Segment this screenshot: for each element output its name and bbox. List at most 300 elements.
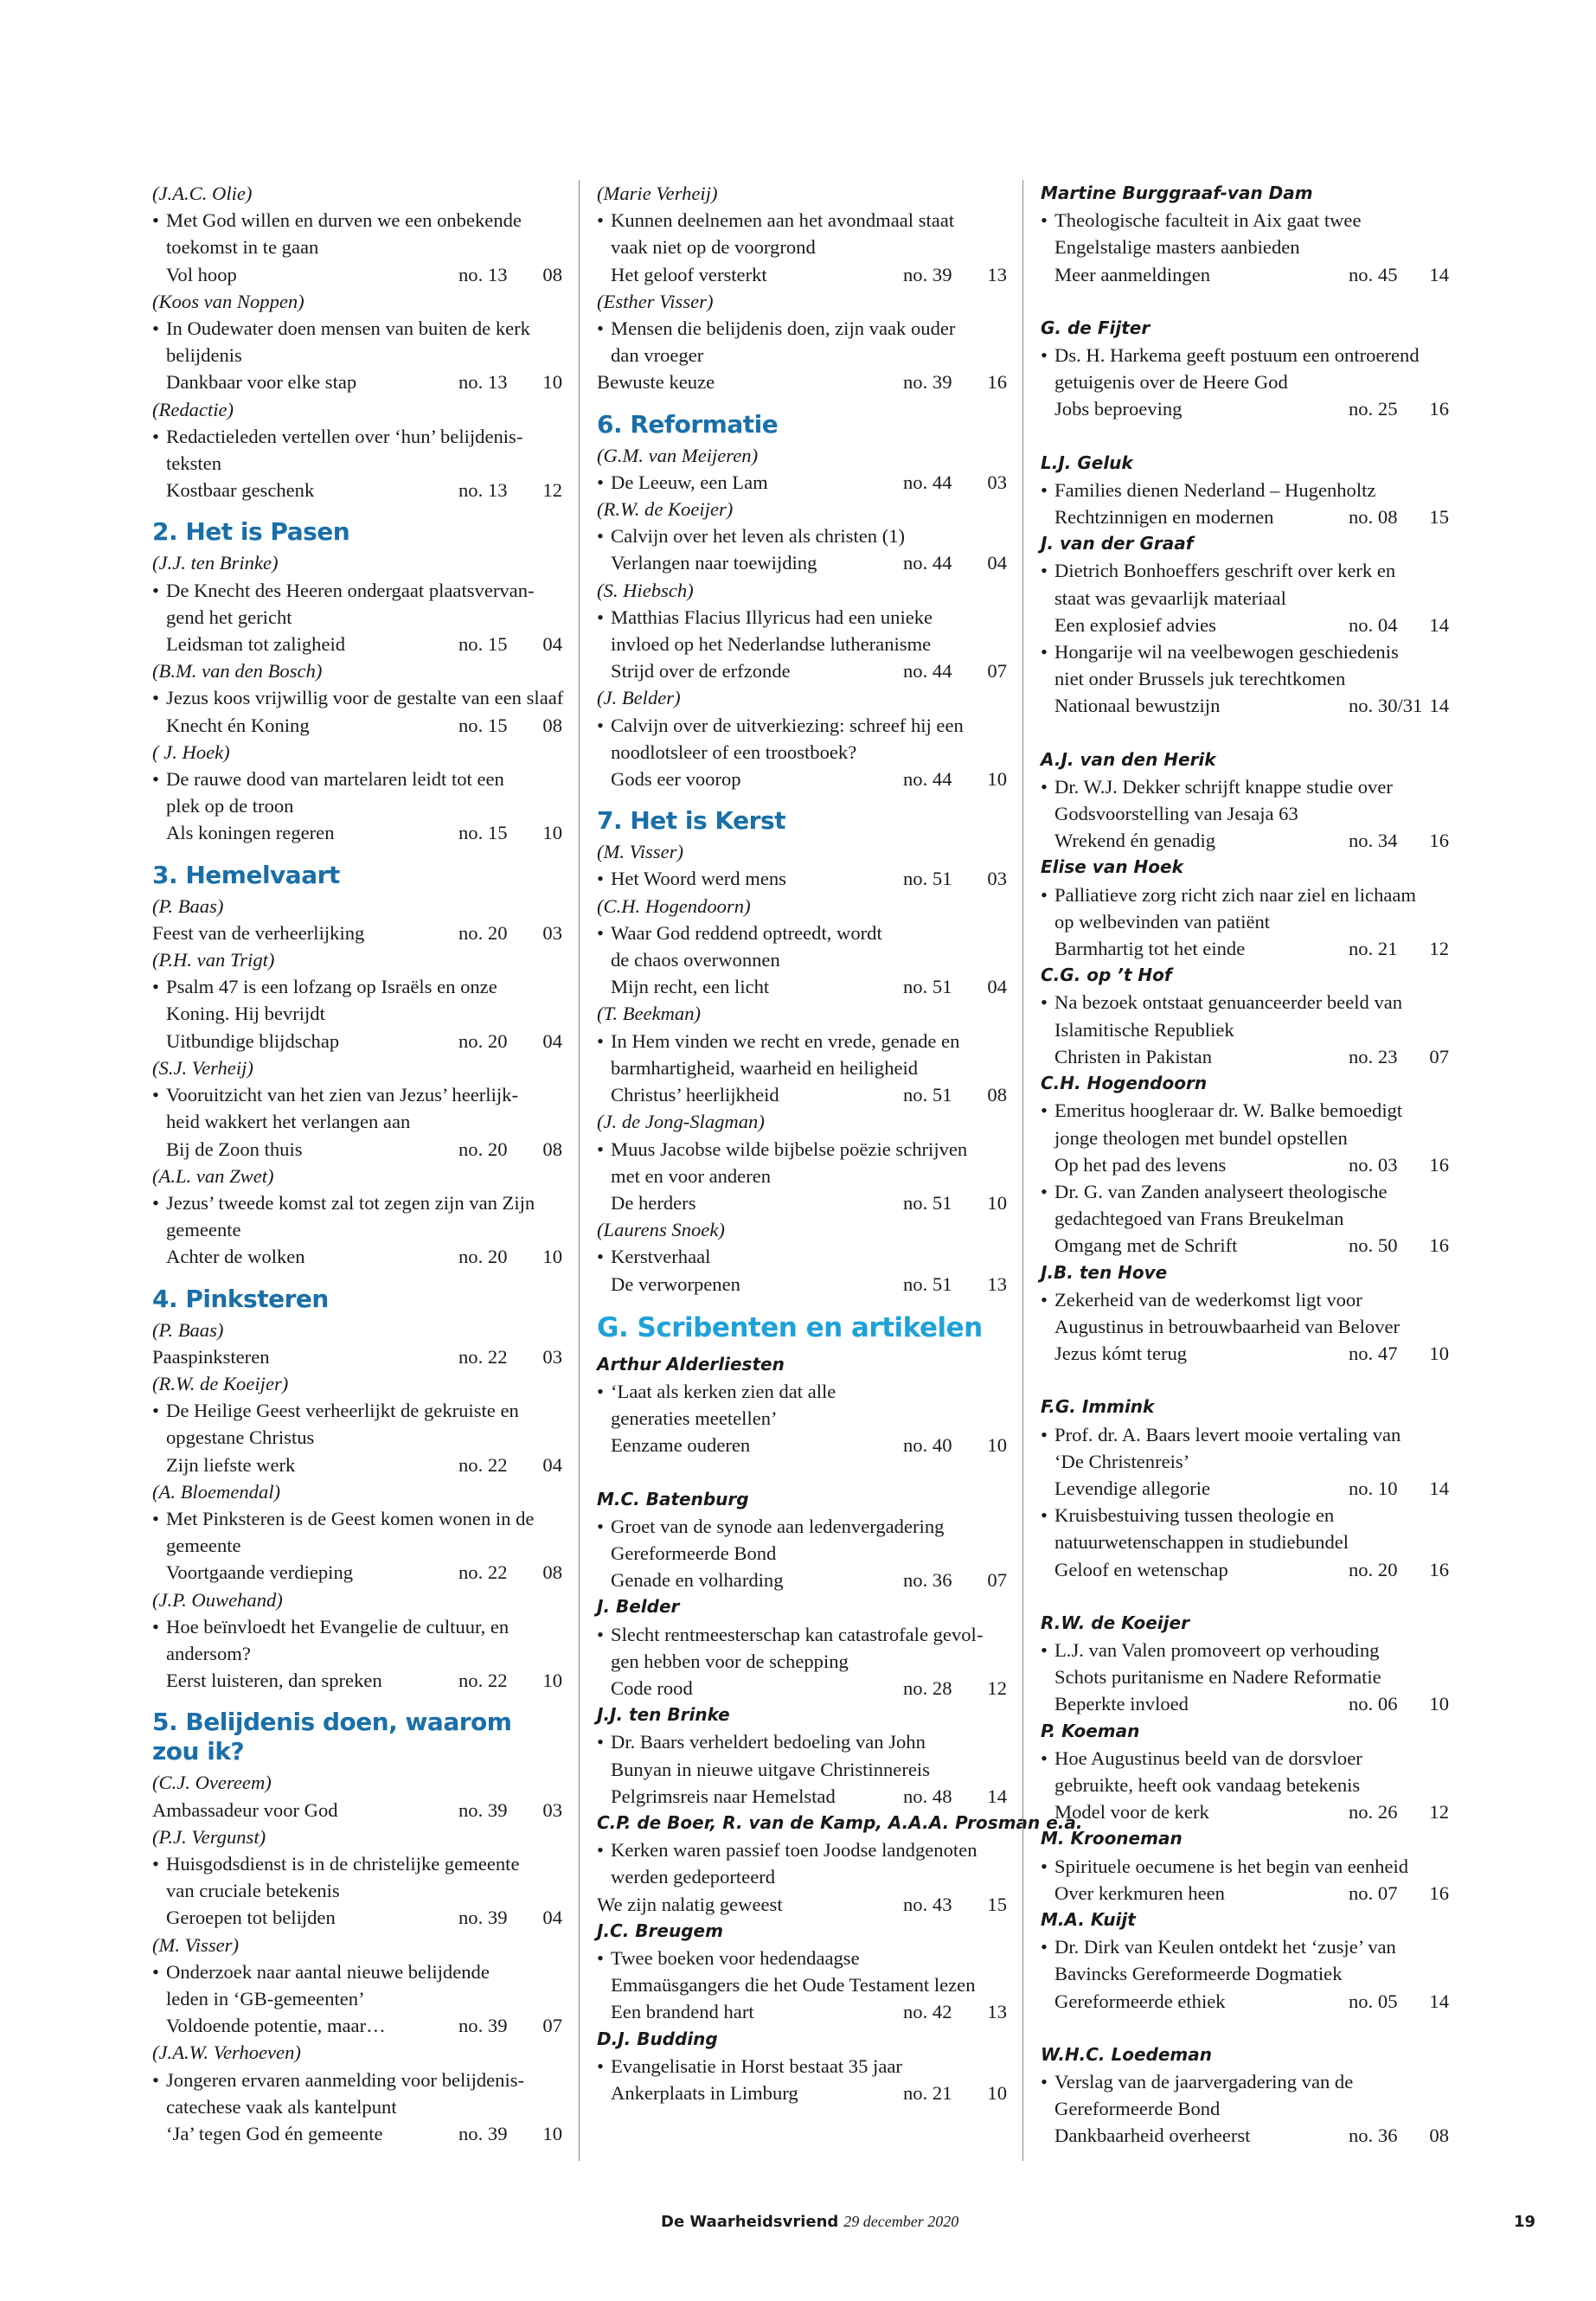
issue-number: no. 22 [458,1561,508,1584]
issue-number: no. 20 [458,1138,508,1160]
page-reference: 08 [1429,2125,1449,2147]
author-name: Martine Burggraaf-van Dam [1041,183,1313,203]
author-name: W.H.C. Loedeman [1041,2043,1212,2065]
author-credit: (P. Baas) [152,1318,224,1341]
author-credit: ( J. Hoek) [152,740,230,763]
author-credit: (Koos van Noppen) [152,290,304,312]
page-reference: 14 [1429,1990,1449,2012]
article-description: • Muus Jacobse wilde bijbelse poëzie schrijven [597,1136,1007,1163]
footer-magazine-name: De Waarheidsvriend [661,2213,839,2231]
page-reference: 14 [1429,263,1449,285]
author-credit: (J. de Jong-Slagman) [597,1111,765,1133]
page-reference: 07 [987,1569,1007,1592]
article-title: Levendige allegorie [1054,1477,1211,1499]
article-description-cont: Islamitische Republiek [1054,1018,1234,1041]
article-description-cont: Engelstalige masters aanbieden [1054,236,1300,259]
issue-number: no. 15 [458,822,508,844]
article-entry [1041,1043,1454,1070]
page-reference: 16 [1429,1881,1449,1904]
article-title: Eenzame ouderen [611,1434,751,1457]
article-title: Strijd over de erfzonde [611,660,791,683]
article-entry [152,1343,562,1370]
spacer [1041,423,1454,450]
author-credit: (A. Bloemendal) [152,1480,281,1503]
article-description: • Evangelisatie in Horst bestaat 35 jaar [597,2053,1007,2080]
issue-number: no. 44 [903,552,952,574]
page-reference: 04 [542,1453,562,1476]
article-title: Voldoende potentie, maar… [166,2015,386,2037]
article-description: • Slecht rentmeesterschap kan catastrofale gevol- [597,1621,1007,1648]
article-title: ‘Ja’ tegen God én gemeente [166,2123,383,2144]
page-reference: 07 [987,660,1007,683]
issue-number: no. 20 [458,1246,508,1268]
page-reference: 16 [987,371,1007,394]
article-title: Barmhartig tot het einde [1054,938,1246,960]
article-description: • Jongeren ervaren aanmelding voor belijdenis- [152,2067,562,2093]
issue-number: no. 25 [1349,398,1398,420]
article-title: Leidsman tot zaligheid [166,633,346,656]
article-description-cont: dan vroeger [611,344,704,367]
issue-number: no. 39 [458,1907,508,1929]
article-description: • Na bezoek ontstaat genuanceerder beeld van [1041,989,1454,1016]
article-description-cont: leden in ‘GB-gemeenten’ [166,1987,365,2009]
article-entry [597,549,1007,576]
spacer [1041,1583,1454,1610]
page-reference: 16 [1429,830,1449,852]
article-title: Rechtzinnigen en modernen [1054,506,1274,529]
article-description-cont: barmhartigheid, waarheid en heiligheid [611,1056,919,1079]
author-credit: (Redactie) [152,398,234,420]
issue-number: no. 22 [458,1453,508,1476]
article-title: Kostbaar geschenk [166,479,315,502]
section-heading: 4. Pinksteren [152,1284,329,1313]
article-title: Genade en volharding [611,1569,784,1592]
article-description-cont: niet onder Brussels juk terechtkomen [1054,668,1346,690]
issue-number: no. 39 [458,1798,508,1821]
article-description: • L.J. van Valen promoveert op verhouding [1041,1637,1454,1663]
page-reference: 13 [987,1272,1007,1295]
article-description-cont: op welbevinden van patiënt [1054,910,1271,933]
article-title: Vol hoop [166,263,237,285]
article-description: • Theologische faculteit in Aix gaat twee [1041,207,1454,234]
author-name: Elise van Hoek [1041,856,1183,878]
article-entry [597,1783,1007,1810]
article-entry [1041,1798,1454,1825]
article-description-cont: werden gedeporteerd [611,1866,776,1888]
page-reference: 10 [542,371,562,394]
article-entry [1041,1556,1454,1583]
article-title: Ambassadeur voor God [152,1798,338,1821]
article-description-cont: gend het gericht [166,606,292,628]
article-description: • Met God willen en durven we een onbekende [152,207,562,234]
article-title: Omgang met de Schrift [1054,1234,1238,1257]
article-entry [1041,1988,1454,2015]
author-name: J. Belder [597,1596,680,1618]
author-credit: (S. Hiebsch) [597,579,694,601]
issue-number: no. 44 [903,471,952,493]
issue-number: no. 21 [903,2082,952,2104]
article-description: • Dr. Dirk van Keulen ontdekt het ‘zusje’ van [1041,1933,1454,1960]
page-reference: 10 [987,2082,1007,2104]
article-entry [152,1559,562,1586]
author-name: G. de Fijter [1041,317,1151,338]
page-reference: 10 [987,1191,1007,1214]
article-title: Bij de Zoon thuis [166,1138,303,1160]
article-description-cont: toekomst in te gaan [166,236,319,259]
article-description-cont: generaties meetellen’ [611,1407,778,1430]
article-description: • Met Pinksteren is de Geest komen wonen in de [152,1505,562,1532]
article-title: Meer aanmeldingen [1054,263,1211,285]
article-description: • Kunnen deelnemen aan het avondmaal staat [597,207,1007,234]
article-description: • Hoe beïnvloedt het Evangelie de cultuur, en [152,1613,562,1640]
article-description-cont: gebruikte, heeft ook vandaag betekenis [1054,1773,1361,1796]
article-description-cont: de chaos overwonnen [611,949,780,971]
article-entry [1041,1880,1454,1907]
page-reference: 12 [987,1676,1007,1699]
issue-number: no. 13 [458,371,508,394]
article-description: • Kerstverhaal [597,1243,1007,1270]
issue-number: no. 06 [1349,1693,1398,1715]
article-entry [1041,1475,1454,1502]
article-title: Christus’ heerlijkheid [611,1084,779,1106]
section-heading: 3. Hemelvaart [152,860,340,889]
article-entry [597,469,1007,496]
article-entry [152,1452,562,1478]
page-reference: 07 [1429,1045,1449,1067]
page-reference: 10 [1429,1693,1449,1715]
page-reference: 04 [542,633,562,656]
issue-number: no. 51 [903,868,952,890]
issue-number: no. 50 [1349,1234,1398,1257]
author-name: M. Krooneman [1041,1828,1183,1849]
article-title: Pelgrimsreis naar Hemelstad [611,1785,836,1807]
article-description: • Jezus’ tweede komst zal tot zegen zijn van Zijn [152,1189,562,1216]
article-description: • Verslag van de jaarvergadering van de [1041,2068,1454,2095]
article-entry [597,1998,1007,2025]
article-title: Mijn recht, een licht [611,976,770,998]
article-title: Jezus kómt terug [1054,1343,1188,1365]
article-entry [1041,935,1454,962]
article-description-cont: Emmaüsgangers die het Oude Testament lezen [611,1974,976,1997]
page-reference: 16 [1429,1234,1449,1257]
article-description: • Hongarije wil na veelbewogen geschiedenis [1041,638,1454,665]
author-name: L.J. Geluk [1041,452,1133,473]
article-entry [1041,692,1454,719]
article-description: • Twee boeken voor hedendaagse [597,1945,1007,1971]
author-name: M.C. Batenburg [597,1488,749,1509]
index-column-2 [597,180,1083,2106]
author-name: C.P. de Boer, R. van de Kamp, A.A.A. Prosman e.a. [597,1811,1083,1833]
issue-number: no. 39 [458,2015,508,2037]
issue-number: no. 07 [1349,1881,1398,1904]
page-reference: 03 [542,1345,562,1368]
page-reference: 12 [542,479,562,502]
author-name: C.G. op ’t Hof [1041,965,1172,986]
article-title: Zijn liefste werk [166,1453,296,1476]
issue-number: no. 23 [1349,1045,1398,1067]
article-description: • Families dienen Nederland – Hugenholtz [1041,477,1454,503]
article-description-cont: gemeente [166,1535,241,1557]
article-title: Code rood [611,1676,693,1699]
author-name: J.B. ten Hove [1041,1261,1168,1283]
article-entry [152,1136,562,1163]
author-credit: (J.A.C. Olie) [152,183,253,204]
article-entry [597,766,1007,792]
issue-number: no. 36 [1349,2125,1398,2147]
author-name: J.C. Breugem [597,1920,723,1941]
issue-number: no. 36 [903,1569,952,1592]
article-entry [152,2012,562,2039]
article-title: Model voor de kerk [1054,1801,1209,1823]
article-entry [597,369,1007,395]
author-credit: (T. Beekman) [597,1003,702,1025]
article-title: We zijn nalatig geweest [597,1893,783,1915]
author-name: J.J. ten Brinke [597,1704,730,1726]
author-credit: (A.L. van Zwet) [152,1164,274,1187]
article-entry [1041,503,1454,530]
index-column-3 [1041,180,1454,2150]
article-description: • Mensen die belijdenis doen, zijn vaak ouder [597,315,1007,342]
issue-number: no. 20 [458,921,508,944]
article-entry [152,920,562,946]
section-heading: 7. Het is Kerst [597,806,785,836]
article-description-cont: jonge theologen met bundel opstellen [1054,1126,1348,1149]
footer-magazine [661,2213,958,2231]
article-description: • Hoe Augustinus beeld van de dorsvloer [1041,1745,1454,1772]
article-entry [1041,1690,1454,1717]
article-entry [152,2120,562,2147]
author-name: P. Koeman [1041,1720,1140,1741]
page-reference: 03 [542,921,562,944]
article-title: Gods eer voorop [611,768,741,791]
article-description: • ‘Laat als kerken zien dat alle [597,1378,1007,1405]
article-description-cont: Augustinus in betrouwbaarheid van Belover [1054,1315,1401,1337]
page-reference: 15 [987,1893,1007,1915]
article-description-cont: vaak niet op de voorgrond [611,236,816,259]
issue-number: no. 04 [1349,613,1398,636]
article-description-cont: heid wakkert het verlangen aan [166,1111,411,1133]
article-title: Over kerkmuren heen [1054,1881,1225,1904]
page-reference: 10 [1429,1343,1449,1365]
article-title: Beperkte invloed [1054,1693,1189,1715]
article-description: • Kruisbestuiving tussen theologie en [1041,1502,1454,1529]
page-reference: 14 [1429,695,1449,717]
article-description: • Waar God reddend optreedt, wordt [597,920,1007,946]
article-entry [1041,827,1454,854]
article-entry [1041,395,1454,422]
page-reference: 04 [542,1907,562,1929]
page-reference: 16 [1429,398,1449,420]
article-description-cont: Schots puritanisme en Nadere Reformatie [1054,1666,1381,1689]
article-description: • Calvijn over het leven als christen (1) [597,522,1007,549]
author-name: Arthur Alderliesten [597,1353,785,1375]
issue-number: no. 26 [1349,1801,1398,1823]
page-reference: 08 [542,1138,562,1160]
article-description: • Onderzoek naar aantal nieuwe belijdende [152,1958,562,1985]
page-reference: 04 [987,976,1007,998]
article-entry [597,1432,1007,1458]
author-name: C.H. Hogendoorn [1041,1073,1208,1094]
author-name: D.J. Budding [597,2028,718,2049]
page-reference: 14 [1429,613,1449,636]
author-credit: (Marie Verheij) [597,183,718,204]
article-title: Gereformeerde ethiek [1054,1990,1226,2012]
issue-number: no. 03 [1349,1153,1398,1176]
article-title: Wrekend én genadig [1054,830,1216,852]
article-title: Achter de wolken [166,1246,305,1268]
article-title: Het Woord werd mens [611,868,786,890]
page-reference: 04 [542,1029,562,1052]
issue-number: no. 08 [1349,506,1398,529]
article-description-cont: catechese vaak als kantelpunt [166,2095,397,2118]
article-description-cont: van cruciale betekenis [166,1880,340,1902]
page-reference: 14 [987,1785,1007,1807]
article-description: • Dr. W.J. Dekker schrijft knappe studie over [1041,773,1454,800]
article-description: • Dr. G. van Zanden analyseert theologische [1041,1178,1454,1205]
article-title: Jobs beproeving [1054,398,1183,420]
article-title: Geroepen tot belijden [166,1907,336,1929]
article-title: De herders [611,1191,696,1214]
page-reference: 13 [987,263,1007,285]
article-entry [597,261,1007,288]
article-title: Verlangen naar toewijding [611,552,817,574]
author-name: J. van der Graaf [1041,533,1194,554]
article-entry [152,477,562,503]
article-description-cont: belijdenis [166,344,242,367]
page-reference: 15 [1429,506,1449,529]
article-entry [152,631,562,657]
article-description: • Calvijn over de uitverkiezing: schreef hij een [597,712,1007,739]
page-reference: 13 [987,2001,1007,2023]
article-entry [597,1271,1007,1298]
issue-number: no. 44 [903,660,952,683]
article-description-cont: natuurwetenschappen in studiebundel [1054,1531,1349,1554]
article-description: • Huisgodsdienst is in de christelijke gemeente [152,1850,562,1877]
article-entry [152,1667,562,1694]
author-credit: (C.H. Hogendoorn) [597,894,751,917]
author-credit: (P.J. Vergunst) [152,1825,266,1848]
article-title: De Leeuw, een Lam [611,471,768,493]
article-entry [152,1797,562,1823]
article-description: • Vooruitzicht van het zien van Jezus’ heerlijk- [152,1081,562,1108]
spacer [1041,720,1454,747]
issue-number: no. 43 [903,1893,952,1915]
issue-number: no. 51 [903,1272,952,1295]
article-description: • Spirituele oecumene is het begin van eenheid [1041,1853,1454,1880]
article-description: • Dietrich Bonhoeffers geschrift over kerk en [1041,557,1454,584]
author-name: M.A. Kuijt [1041,1908,1136,1930]
article-description-cont: opgestane Christus [166,1426,315,1449]
article-description-cont: staat was gevaarlijk materiaal [1054,586,1286,609]
spacer [1041,1367,1454,1394]
page-reference: 08 [542,714,562,736]
index-column-1 [152,180,562,2147]
page-reference: 14 [1429,1477,1449,1499]
issue-number: no. 21 [1349,938,1398,960]
page-reference: 08 [542,1561,562,1584]
issue-number: no. 28 [903,1676,952,1699]
section-heading: 6. Reformatie [597,409,779,439]
page-number: 19 [1514,2213,1536,2231]
article-title: Uitbundige blijdschap [166,1029,340,1052]
article-entry [597,1081,1007,1108]
issue-number: no. 15 [458,633,508,656]
article-description-cont: Gereformeerde Bond [1054,2098,1221,2120]
article-description: • Redactieleden vertellen over ‘hun’ belijdenis- [152,423,562,450]
issue-number: no. 39 [903,263,952,285]
author-credit: (G.M. van Meijeren) [597,444,759,466]
article-description-cont: noodlotsleer of een troostboek? [611,740,857,763]
article-title: Eerst luisteren, dan spreken [166,1670,382,1692]
article-entry [152,712,562,739]
article-title: Het geloof versterkt [611,263,767,285]
author-credit: (M. Visser) [152,1933,239,1956]
article-description-cont: Bavincks Gereformeerde Dogmatiek [1054,1963,1343,1985]
issue-number: no. 30/31 [1349,695,1423,717]
article-title: Geloof en wetenschap [1054,1558,1228,1580]
section-heading: 5. Belijdenis doen, waarom zou ik? [152,1708,512,1766]
issue-number: no. 20 [1349,1558,1398,1580]
issue-number: no. 51 [903,1191,952,1214]
article-title: Voortgaande verdieping [166,1561,354,1584]
author-name: R.W. de Koeijer [1041,1612,1189,1633]
article-entry [1041,1340,1454,1367]
issue-number: no. 39 [458,2123,508,2144]
page-reference: 03 [542,1798,562,1821]
spacer [1041,288,1454,315]
issue-number: no. 22 [458,1345,508,1368]
article-title: Nationaal bewustzijn [1054,695,1221,717]
chapter-heading: G. Scribenten en artikelen [597,1311,983,1343]
page-reference: 12 [1429,1801,1449,1823]
article-title: Als koningen regeren [166,822,335,844]
page-reference: 10 [987,1434,1007,1457]
page-reference: 10 [542,1670,562,1692]
author-credit: (P.H. van Trigt) [152,949,275,971]
author-credit: (S.J. Verheij) [152,1056,253,1079]
article-title: Een explosief advies [1054,613,1216,636]
article-title: Paaspinksteren [152,1345,270,1368]
article-title: Dankbaarheid overheerst [1054,2125,1251,2147]
article-description-cont: Bunyan in nieuwe uitgave Christinnereis [611,1758,930,1780]
page-reference: 10 [987,768,1007,791]
article-entry [1041,1151,1454,1178]
article-title: Feest van de verheerlijking [152,921,365,944]
page-reference: 10 [542,1246,562,1268]
article-description-cont: teksten [166,452,221,475]
author-credit: (J. Belder) [597,687,681,709]
article-title: Op het pad des levens [1054,1153,1227,1176]
article-description: • Ds. H. Harkema geeft postuum een ontroerend [1041,342,1454,369]
article-description: • Prof. dr. A. Baars levert mooie vertaling van [1041,1421,1454,1448]
article-entry [152,1904,562,1931]
article-title: Dankbaar voor elke stap [166,371,357,394]
article-title: Een brandend hart [611,2001,754,2023]
article-entry [597,657,1007,684]
article-description: • De rauwe dood van martelaren leidt tot een [152,766,562,792]
article-entry [597,865,1007,892]
article-entry [597,1891,1007,1918]
article-entry [597,973,1007,1000]
article-description: • Jezus koos vrijwillig voor de gestalte van een slaaf [152,684,562,711]
article-description-cont: Godsvoorstelling van Jesaja 63 [1054,803,1298,825]
article-title: De verworpenen [611,1272,740,1295]
article-description-cont: Koning. Hij bevrijdt [166,1003,325,1025]
article-description-cont: Gereformeerde Bond [611,1541,777,1564]
author-credit: (C.J. Overeem) [152,1772,272,1794]
issue-number: no. 40 [903,1434,952,1457]
page-reference: 12 [1429,938,1449,960]
